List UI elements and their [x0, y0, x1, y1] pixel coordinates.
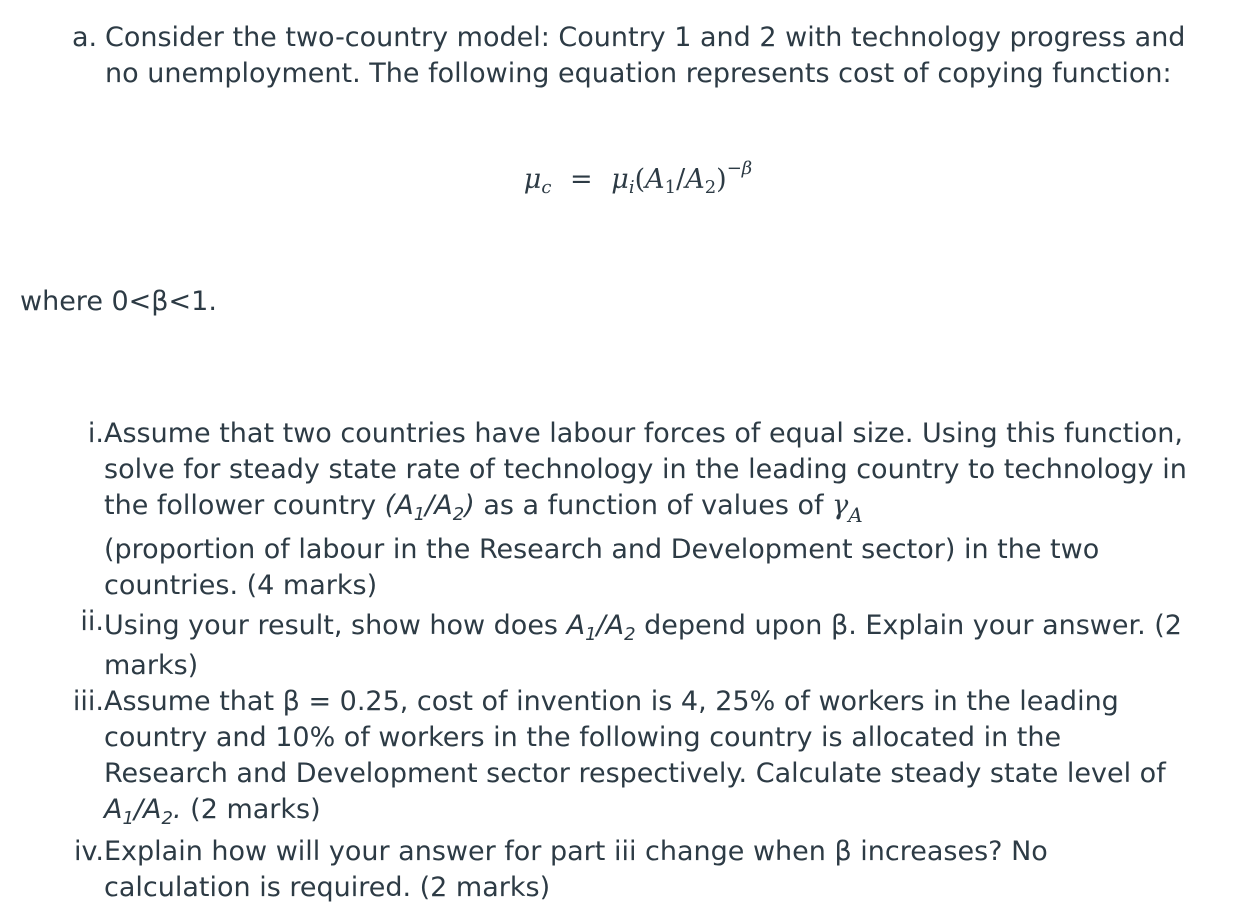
sub-question-marker: i. [87, 418, 104, 449]
sub-question-i [52, 416, 1192, 604]
sub-question-marker: iii. [72, 686, 104, 717]
question-part-a [72, 20, 1192, 92]
sub-question-text: Explain how will your answer for part iii change when β increases? No calculation is required. (2 marks) [104, 836, 1048, 903]
eq-a2-sub: 2 [704, 177, 717, 198]
ratio-a1-a2: $A_1/A_2$. [104, 794, 182, 829]
sub-question-text-mid: as a function of values of [474, 490, 833, 521]
eq-equals: = [570, 164, 593, 195]
eq-a1: A [645, 164, 665, 195]
sub-question-iii [52, 684, 1192, 828]
sub-question-text: Assume that two countries have labour forces of equal size. Using this function, solve for steady state rate of technology in the leading country to technology in the follower country [104, 418, 1187, 521]
sub-question-marker: iv. [74, 836, 104, 867]
eq-a1-sub: 1 [664, 177, 677, 198]
ratio-a1-a2: $(A_1/A_2)$ [384, 490, 475, 525]
part-a-item [72, 20, 1192, 92]
eq-open-paren: ( [634, 164, 646, 195]
sub-question-text-after: (2 marks) [181, 794, 321, 825]
sub-question-iv [52, 834, 1192, 906]
eq-slash: / [676, 164, 686, 195]
eq-close-paren: ) [716, 164, 727, 195]
sub-question-text: Assume that β = 0.25, cost of invention is 4, 25% of workers in the leading country and 10% of workers in the following country is allocated in the Research and Development sector respectively. Calculate steady state level of [104, 686, 1166, 789]
eq-mu-i: $\mu_i$ [611, 164, 635, 198]
sub-question-text-after: depend upon β. Explain your answer. (2 marks) [104, 610, 1182, 681]
eq-a2: A [685, 164, 705, 195]
where-condition: where 0<β<1. [20, 286, 217, 317]
sub-question-marker: ii. [80, 606, 104, 637]
sub-question-text-continued: (proportion of labour in the Research and Development sector) in the two countries. (4 marks) [104, 534, 1100, 601]
part-a-text: Consider the two-country model: Country 1 and 2 with technology progress and no unemployment. The following equation represents cost of copying function: [105, 22, 1186, 89]
eq-mu-c: $\mu_c$ [523, 164, 552, 198]
ratio-a1-a2: $A_1/A_2$ [566, 610, 636, 645]
eq-exponent: −β [726, 158, 753, 179]
gamma-a-symbol: $\gamma_A$ [832, 490, 863, 527]
sub-question-text: Using your result, show how does [104, 610, 567, 641]
cost-of-copying-equation [0, 160, 1256, 200]
sub-question-list [52, 416, 1192, 906]
sub-question-ii [52, 604, 1192, 684]
part-a-marker: a. [72, 22, 98, 53]
